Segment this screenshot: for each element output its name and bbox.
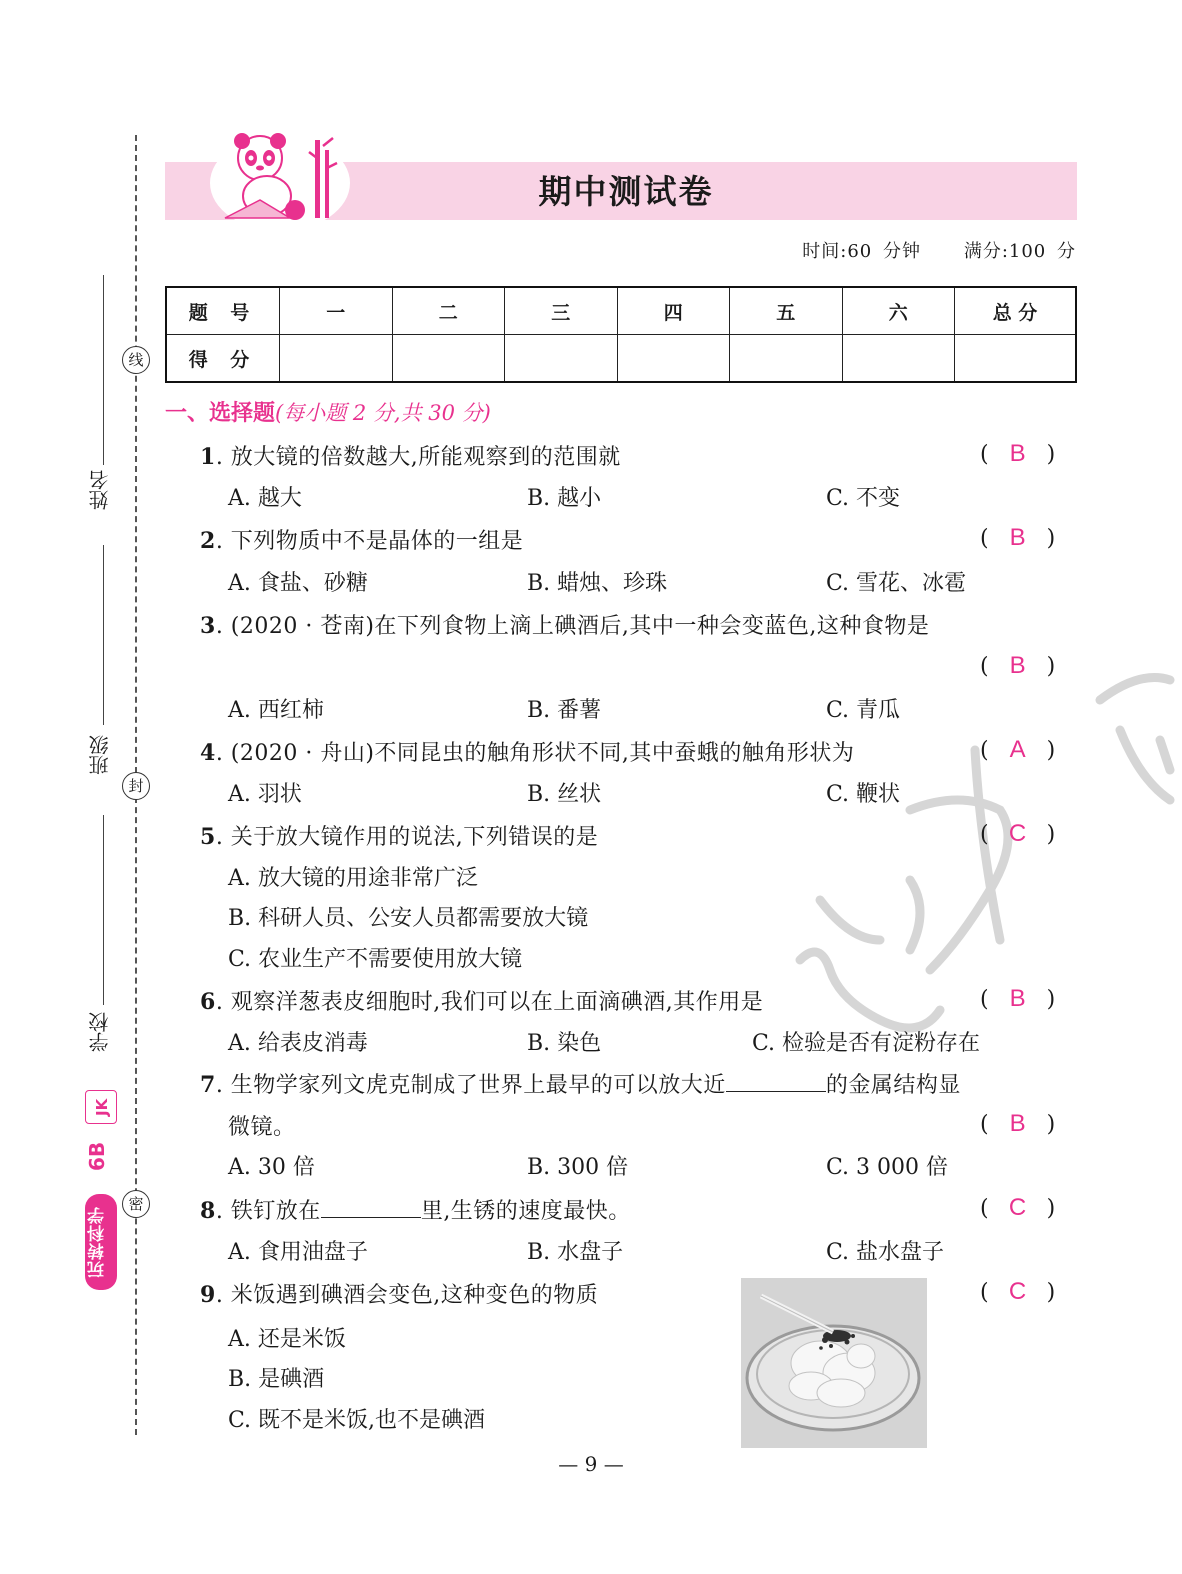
bracket-close: ): [1046, 738, 1056, 763]
score-cell[interactable]: [955, 335, 1077, 383]
page-number: — 9 —: [558, 1452, 624, 1476]
answer-2[interactable]: B: [1009, 524, 1026, 551]
answer-3[interactable]: B: [1009, 652, 1026, 679]
question-2: [200, 524, 523, 555]
bracket-open: (: [980, 1280, 989, 1305]
score-table: [165, 286, 1077, 383]
score-cell[interactable]: [392, 335, 505, 383]
bracket-open: (: [980, 442, 989, 467]
table-row-label: 题 号: [166, 287, 280, 335]
question-stem: . 关于放大镜作用的说法,下列错误的是: [215, 825, 599, 850]
option-7a: A. 30 倍: [228, 1155, 315, 1180]
watermark-calligraphy-icon: [760, 640, 1182, 1060]
answer-5[interactable]: C: [1008, 820, 1027, 847]
option-5a: A. 放大镜的用途非常广泛: [228, 866, 478, 891]
answer-bracket-8: [980, 1194, 1055, 1222]
seal-feng: 封: [122, 772, 150, 800]
option-7c: C. 3 000 倍: [826, 1155, 949, 1180]
question-number: 6: [200, 989, 216, 1015]
option-1b: B. 越小: [527, 486, 602, 511]
option-5c: C. 农业生产不需要使用放大镜: [228, 947, 523, 972]
name-write-line: [103, 275, 104, 465]
bracket-close: ): [1046, 654, 1056, 679]
table-col-3: 三: [505, 287, 618, 335]
score-cell[interactable]: [617, 335, 730, 383]
class-write-line: [103, 545, 104, 725]
table-row-label: 得 分: [166, 335, 280, 383]
option-3b: B. 番薯: [527, 698, 602, 723]
score-info: 满分:100 分: [963, 241, 1076, 262]
option-4b: B. 丝状: [527, 782, 602, 807]
option-6c: C. 检验是否有淀粉存在: [752, 1031, 981, 1056]
option-2b: B. 蜡烛、珍珠: [527, 571, 668, 596]
option-1a: A. 越大: [228, 486, 302, 511]
seal-mi: 密: [122, 1190, 150, 1218]
question-9: [200, 1278, 598, 1309]
bracket-open: (: [980, 526, 989, 551]
question-number: 2: [200, 528, 216, 554]
answer-bracket-7: [980, 1110, 1055, 1138]
table-col-2: 二: [392, 287, 505, 335]
question-number: 9: [200, 1282, 216, 1308]
question-number: 1: [200, 444, 216, 470]
option-3c: C. 青瓜: [826, 698, 901, 723]
option-9a: A. 还是米饭: [228, 1327, 346, 1352]
school-field-label: 学校: [88, 1012, 112, 1052]
answer-bracket-6: [980, 985, 1055, 1013]
fill-blank[interactable]: [726, 1069, 826, 1092]
question-stem: . 下列物质中不是晶体的一组是: [215, 529, 524, 554]
question-number: 8: [200, 1198, 216, 1224]
score-table-score-row: [166, 335, 1076, 383]
series-name-badge: 玩转科学: [85, 1194, 117, 1290]
score-cell[interactable]: [730, 335, 843, 383]
option-9b: B. 是碘酒: [228, 1367, 325, 1392]
bracket-close: ): [1046, 1196, 1056, 1221]
section-note: (每小题 2 分,共 30 分): [275, 401, 491, 425]
question-number: 5: [200, 824, 216, 850]
series-label: [85, 1090, 119, 1290]
bracket-close: ): [1046, 987, 1056, 1012]
option-7b: B. 300 倍: [527, 1155, 629, 1180]
class-field-label: 班级: [88, 735, 112, 775]
bracket-close: ): [1046, 442, 1056, 467]
answer-bracket-3: [980, 652, 1055, 680]
option-6b: B. 染色: [527, 1031, 602, 1056]
bracket-close: ): [1046, 1112, 1056, 1137]
section-title: 一、选择题: [165, 401, 276, 426]
section-heading: [165, 396, 491, 427]
question-number: 3: [200, 613, 216, 639]
fill-blank[interactable]: [321, 1195, 421, 1218]
school-write-line: [103, 815, 104, 1005]
answer-bracket-4: [980, 736, 1055, 764]
table-col-4: 四: [617, 287, 730, 335]
score-cell[interactable]: [842, 335, 955, 383]
bracket-close: ): [1046, 1280, 1056, 1305]
rice-iodine-photo: [741, 1278, 927, 1448]
question-stem: . (2020 · 舟山)不同昆虫的触角形状不同,其中蚕蛾的触角形状为: [215, 741, 855, 766]
seal-xian: 线: [122, 346, 150, 374]
option-8c: C. 盐水盘子: [826, 1240, 945, 1265]
score-table-header-row: [166, 287, 1076, 335]
question-4: [200, 736, 854, 767]
time-info: 时间:60 分钟: [802, 241, 921, 262]
edition-code: JK: [85, 1090, 117, 1124]
bracket-close: ): [1046, 526, 1056, 551]
question-7-cont: 微镜。: [228, 1115, 296, 1140]
question-stem: . (2020 · 苍南)在下列食物上滴上碘酒后,其中一种会变蓝色,这种食物是: [215, 614, 930, 639]
question-stem: 里,生锈的速度最快。: [420, 1199, 631, 1224]
page-title: 期中测试卷: [538, 172, 714, 211]
bracket-open: (: [980, 738, 989, 763]
question-3: [200, 609, 929, 640]
question-6: [200, 985, 763, 1016]
bracket-open: (: [980, 1112, 989, 1137]
answer-bracket-1: [980, 440, 1055, 468]
exam-meta: [802, 237, 1076, 263]
question-5: [200, 820, 598, 851]
option-8b: B. 水盘子: [527, 1240, 624, 1265]
name-field-label: 姓名: [88, 470, 112, 510]
option-2c: C. 雪花、冰雹: [826, 571, 967, 596]
question-stem: . 观察洋葱表皮细胞时,我们可以在上面滴碘酒,其作用是: [215, 990, 764, 1015]
question-number: 4: [200, 740, 216, 766]
answer-1[interactable]: B: [1009, 440, 1026, 467]
answer-7[interactable]: B: [1009, 1110, 1026, 1137]
table-col-total: 总 分: [955, 287, 1077, 335]
question-stem: . 放大镜的倍数越大,所能观察到的范围就: [215, 445, 621, 470]
table-col-1: 一: [280, 287, 393, 335]
bracket-open: (: [980, 1196, 989, 1221]
question-1: [200, 440, 621, 471]
answer-8[interactable]: C: [1008, 1194, 1027, 1221]
option-2a: A. 食盐、砂糖: [228, 571, 368, 596]
score-cell[interactable]: [505, 335, 618, 383]
table-col-5: 五: [730, 287, 843, 335]
option-4c: C. 鞭状: [826, 782, 901, 807]
question-7: [200, 1068, 961, 1099]
answer-bracket-2: [980, 524, 1055, 552]
option-1c: C. 不变: [826, 486, 901, 511]
question-stem: . 生物学家列文虎克制成了世界上最早的可以放大近: [215, 1073, 726, 1098]
question-stem: . 铁钉放在: [215, 1199, 321, 1224]
bracket-close: ): [1046, 822, 1056, 847]
bracket-open: (: [980, 822, 989, 847]
bracket-open: (: [980, 654, 989, 679]
question-stem: 的金属结构显: [825, 1073, 961, 1098]
answer-9[interactable]: C: [1008, 1278, 1027, 1305]
answer-bracket-9: [980, 1278, 1055, 1306]
option-6a: A. 给表皮消毒: [228, 1031, 368, 1056]
option-3a: A. 西红柿: [228, 698, 324, 723]
option-8a: A. 食用油盘子: [228, 1240, 368, 1265]
answer-bracket-5: [980, 820, 1055, 848]
question-8: [200, 1194, 631, 1225]
question-number: 7: [200, 1072, 216, 1098]
answer-4[interactable]: A: [1009, 736, 1026, 763]
bracket-open: (: [980, 987, 989, 1012]
question-stem: . 米饭遇到碘酒会变色,这种变色的物质: [215, 1283, 599, 1308]
option-4a: A. 羽状: [228, 782, 302, 807]
score-cell[interactable]: [280, 335, 393, 383]
table-col-6: 六: [842, 287, 955, 335]
grade-code: 6B: [85, 1141, 109, 1171]
answer-6[interactable]: B: [1009, 985, 1026, 1012]
option-5b: B. 科研人员、公安人员都需要放大镜: [228, 906, 589, 931]
option-9c: C. 既不是米饭,也不是碘酒: [228, 1408, 486, 1433]
